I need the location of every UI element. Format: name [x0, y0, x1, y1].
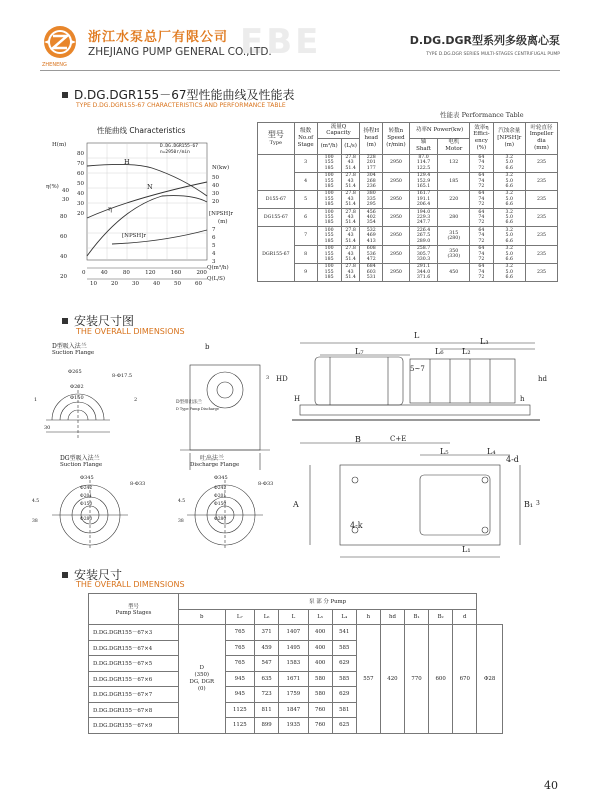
dg-s-d2: Φ201: [80, 494, 93, 499]
dim-col-header: L: [279, 609, 308, 625]
perf-cell: 220: [438, 190, 470, 208]
perf-cell: 27.8 43 51.4: [341, 227, 360, 245]
dim-cell: 670: [453, 625, 477, 734]
dg-d-t4: 38: [178, 519, 184, 524]
th-capacity: 流量Q Capacity: [317, 123, 360, 139]
dim-4-d: 4-d: [506, 455, 519, 464]
dim-cell: 635: [255, 671, 279, 687]
dimensions-table: [88, 593, 503, 734]
dim-H: H: [294, 395, 301, 403]
dim-col-header: d: [453, 609, 477, 625]
perf-row: [258, 263, 558, 281]
perf-cell: 27.8 43 51.4: [341, 172, 360, 190]
dim-col-header: L₆: [255, 609, 279, 625]
dim-cell: 1583: [279, 656, 308, 672]
perf-section-subtitle: TYPE D.DG.DGR155-67 CHARACTERISTICS AND PERFORMANCE TABLE: [76, 102, 286, 109]
dim-3: 3: [536, 500, 540, 507]
dims-table-subtitle: THE OVERALL DIMENSIONS: [76, 580, 185, 589]
curve-label-npsh: [NPSH]r: [122, 233, 146, 239]
dim-s1: 1: [34, 397, 38, 403]
perf-cell: 100 155 185: [317, 209, 341, 227]
dg-suction-title-cn: DG型吸入法兰: [60, 455, 100, 462]
qls-tick-labels: 10 20 30 40 50 60: [90, 281, 202, 287]
bullet-square-icon: [62, 572, 68, 578]
dim-s3: 3: [266, 375, 270, 381]
dim-cell: 371: [255, 625, 279, 641]
perf-cell: 3.2 5.0 6.6: [493, 154, 525, 172]
n-tick-labels: 50 40 30 20: [212, 175, 219, 205]
dg-s-t1: 4.5: [32, 499, 40, 504]
dg-d-d1: Φ242: [214, 486, 227, 491]
perf-cell: 100 155 185: [317, 245, 341, 263]
dim-cell: 760: [308, 718, 332, 734]
dimensions-table-body: [89, 625, 503, 734]
curve-label-eta: η: [108, 205, 112, 213]
perf-cell: 100 155 185: [317, 190, 341, 208]
dg-d-d4: Φ280: [214, 517, 227, 522]
dim-col-header: b: [179, 609, 226, 625]
dim-B: B: [355, 435, 361, 444]
h-tick-labels: 80 70 60 50 40 30 20: [77, 151, 84, 217]
dim-cell: 811: [255, 702, 279, 718]
perf-cell: 291.1 344.0 371.6: [409, 263, 437, 281]
perf-cell: 235: [525, 172, 557, 190]
dim-L7: L₇: [355, 347, 364, 356]
perf-cell: 185: [438, 172, 470, 190]
dim-L2: L₂: [462, 347, 471, 356]
dim-cell: D.DG.DGR155－67×8: [89, 702, 179, 718]
th-stages: 级数 No.of Stage: [294, 123, 317, 155]
logo-text: ZHENENG: [42, 62, 67, 68]
dim-HD: HD: [276, 375, 288, 383]
perf-cell: 100 155 185: [317, 263, 341, 281]
d-suction-pcd: Φ265: [68, 369, 82, 375]
dims-section-title: 安装尺寸图: [62, 312, 134, 329]
perf-cell: 27.8 43 51.4: [341, 154, 360, 172]
h-axis-label: H(m): [52, 142, 67, 148]
perf-cell: 380 335 295: [360, 190, 383, 208]
th-power: 功率N Power(kw): [409, 123, 469, 139]
th-shaft: 轴 Shaft: [409, 138, 437, 154]
perf-cell: 27.8 43 51.4: [341, 245, 360, 263]
dim-col-header: L₇: [225, 609, 254, 625]
perf-cell: 2950: [383, 190, 410, 208]
perf-cell: 27.8 43 51.4: [341, 190, 360, 208]
perf-cell: 194.0 229.3 247.7: [409, 209, 437, 227]
dg-s-pcd: Φ345: [80, 475, 94, 481]
dim-cell: D.DG.DGR155－67×5: [89, 656, 179, 672]
dg-d-pcd: Φ345: [214, 475, 228, 481]
perf-cell: 64 74 72: [470, 190, 493, 208]
dim-cell: 547: [255, 656, 279, 672]
npsh-tick-labels: 7 6 5 4 3: [212, 227, 216, 265]
dg-s-d3: Φ150: [80, 502, 93, 507]
dim-cell: 581: [332, 702, 356, 718]
perf-cell: 684 603 531: [360, 263, 383, 281]
dim-col-header: B₁: [405, 609, 429, 625]
npsh-axis-label: [NPSH]r: [209, 211, 233, 217]
dim-hd: hd: [538, 375, 547, 383]
eta-scale-labels: 80 60 40 20: [60, 214, 67, 280]
perf-cell: 450: [438, 263, 470, 281]
dim-cell: 541: [332, 625, 356, 641]
perf-cell: 100 155 185: [317, 154, 341, 172]
dim-cell: 459: [255, 640, 279, 656]
dim-cell: D.DG.DGR155－67×3: [89, 625, 179, 641]
dim-cell: 580: [308, 687, 332, 703]
company-name-en: ZHEJIANG PUMP GENERAL CO.,LTD.: [88, 46, 272, 58]
page-header: [40, 22, 560, 68]
perf-cell: 2950: [383, 154, 410, 172]
perf-cell: 3.2 5.0 6.6: [493, 172, 525, 190]
dim-cell: 765: [225, 656, 254, 672]
dim-cell: D.DG.DGR155－67×7: [89, 687, 179, 703]
dg-suction-title-en: Suction Flange: [60, 462, 103, 468]
dim-cell: D (350) DG, DGR (0): [179, 625, 226, 734]
watermark: EBE: [240, 22, 322, 62]
d-suction-id2: Φ150: [70, 395, 84, 401]
perf-row: [258, 227, 558, 245]
bullet-square-icon: [62, 92, 68, 98]
eta-axis-label: η(%): [46, 184, 59, 190]
perf-cell: 2950: [383, 263, 410, 281]
dim-s2: 2: [134, 397, 138, 403]
performance-table: [257, 122, 558, 282]
dim-col-header: L₄: [332, 609, 356, 625]
perf-cell: 532 469 413: [360, 227, 383, 245]
perf-row: [258, 245, 558, 263]
perf-cell: 350 (330): [438, 245, 470, 263]
d-discharge-cn: D型排出法兰: [176, 400, 203, 405]
dim-cell: 400: [308, 640, 332, 656]
series-title-en: TYPE D.DG.DGR SERIES MULTI-STAGES CENTRIFUGAL PUMP: [426, 52, 560, 57]
dim-cell: 1847: [279, 702, 308, 718]
perf-cell: 100 155 185: [317, 172, 341, 190]
perf-cell: 129.4 152.9 165.1: [409, 172, 437, 190]
th-impeller: 叶轮直径 Impeller dia (mm): [525, 123, 557, 155]
perf-cell: 2950: [383, 172, 410, 190]
dim-cell: 1671: [279, 671, 308, 687]
model-cell: DGR155-67: [258, 227, 295, 282]
d-suction-bolts: 8-Φ17.5: [112, 373, 133, 379]
dim-cell: 723: [255, 687, 279, 703]
dims-table-title: 安装尺寸: [62, 566, 122, 583]
th-cap-m3h: (m³/h): [317, 138, 341, 154]
dim-col-header: L₅: [308, 609, 332, 625]
d-suction-title-en: Suction Flange: [52, 350, 95, 356]
characteristic-curve: [46, 125, 247, 300]
perf-cell: 456 402 354: [360, 209, 383, 227]
dg-s-d4: Φ280: [80, 517, 93, 522]
dim-cell: 765: [225, 640, 254, 656]
dim-B1: B₁: [524, 500, 534, 509]
perf-cell: 64 74 72: [470, 209, 493, 227]
perf-cell: 235: [525, 245, 557, 263]
perf-cell: 64 74 72: [470, 227, 493, 245]
perf-cell: 64 74 72: [470, 172, 493, 190]
perf-cell: 235: [525, 190, 557, 208]
dim-L4: L₄: [487, 447, 496, 456]
perf-cell: 3.2 5.0 6.6: [493, 190, 525, 208]
perf-cell: 258.7 305.7 330.3: [409, 245, 437, 263]
curve-legend: D.DG.DGR155-67 n=2950r/min: [160, 144, 198, 155]
curve-title: 性能曲线 Characteristics: [97, 126, 186, 135]
perf-cell: 5: [294, 190, 317, 208]
dim-cell: Φ28: [477, 625, 503, 734]
dim-cell: 945: [225, 687, 254, 703]
q-tick-labels: 0 40 80 120 160 200: [82, 270, 207, 276]
company-name-cn: 浙江水泵总厂有限公司: [88, 30, 229, 45]
dim-cell: 580: [308, 671, 332, 687]
perf-cell: 64 74 72: [470, 154, 493, 172]
dim-L: L: [414, 331, 420, 340]
dim-cell: 585: [332, 671, 356, 687]
dim-col-header: h: [356, 609, 380, 625]
dim-L5: L₅: [440, 447, 449, 456]
perf-cell: 235: [525, 154, 557, 172]
perf-cell: 280: [438, 209, 470, 227]
dim-cell: D.DG.DGR155－67×6: [89, 671, 179, 687]
perf-cell: 132: [438, 154, 470, 172]
bullet-square-icon: [62, 318, 68, 324]
perf-row: [258, 209, 558, 227]
dim-cell: 1125: [225, 718, 254, 734]
dim-cell: D.DG.DGR155－67×4: [89, 640, 179, 656]
perf-cell: 9: [294, 263, 317, 281]
drawing-lines: [30, 335, 560, 565]
th-head: 扬程H head (m): [360, 123, 383, 155]
dim-A: A: [293, 500, 299, 509]
dim-L3: L₃: [480, 337, 489, 346]
perf-row: [258, 172, 558, 190]
perf-cell: 27.8 43 51.4: [341, 263, 360, 281]
dim-4-k: 4-k: [350, 521, 363, 530]
d-discharge-en: D Type Pump Discharge: [176, 407, 219, 411]
dg-s-bolts: 8-Φ33: [130, 481, 146, 487]
perf-section-title: D.DG.DGR155－67型性能曲线及性能表: [62, 86, 294, 103]
dim-cell: 760: [308, 702, 332, 718]
th-pump-stages: 型号 Pump Stages: [89, 594, 179, 625]
dim-cell: 945: [225, 671, 254, 687]
perf-cell: 3.2 5.0 6.6: [493, 227, 525, 245]
perf-cell: 235: [525, 263, 557, 281]
dims-section-subtitle: THE OVERALL DIMENSIONS: [76, 327, 185, 336]
d-suction-title-cn: D型吸入法兰: [52, 343, 87, 350]
model-cell: [258, 154, 295, 190]
perf-cell: 226.4 267.5 289.0: [409, 227, 437, 245]
dim-30: 30: [44, 425, 51, 431]
dg-s-d1: Φ242: [80, 486, 93, 491]
dim-cell: 1407: [279, 625, 308, 641]
th-speed: 转数n Speed (r/min): [383, 123, 410, 155]
dim-cell: 765: [225, 625, 254, 641]
perf-cell: 2950: [383, 245, 410, 263]
dim-cell: 629: [332, 656, 356, 672]
dg-discharge-title-cn: 吐出法兰: [200, 455, 225, 462]
dim-col-header: hd: [380, 609, 404, 625]
th-model: 型号 Type: [258, 123, 295, 155]
dim-cell: D.DG.DGR155－67×9: [89, 718, 179, 734]
perf-cell: 315 (280): [438, 227, 470, 245]
page-number: 40: [544, 779, 558, 792]
dg-d-d3: Φ150: [214, 502, 227, 507]
perf-cell: 100 155 185: [317, 227, 341, 245]
dim-col-header: B₂: [429, 609, 453, 625]
dg-s-t2: 38: [32, 519, 38, 524]
dim-5-7: 5~7: [410, 365, 425, 373]
dim-cell: 1495: [279, 640, 308, 656]
perf-cell: 3.2 5.0 6.6: [493, 263, 525, 281]
perf-cell: 3.2 5.0 6.6: [493, 245, 525, 263]
dim-CE: C+E: [390, 435, 407, 443]
performance-table-body: [258, 154, 558, 282]
dg-d-t3: 4.5: [178, 499, 186, 504]
perf-cell: 8: [294, 245, 317, 263]
th-npsh: 汽蚀余量 [NPSH]r (m): [493, 123, 525, 155]
dim-cell: 625: [332, 718, 356, 734]
perf-cell: 235: [525, 227, 557, 245]
dim-cell: 400: [308, 625, 332, 641]
model-cell: DG155-67: [258, 209, 295, 227]
n-axis-label: N(kw): [212, 165, 230, 171]
qls-unit-label: Q(L/S): [207, 276, 226, 282]
dg-d-d2: Φ201: [214, 494, 227, 499]
perf-row: [258, 190, 558, 208]
perf-cell: 304 268 236: [360, 172, 383, 190]
dim-cell: 899: [255, 718, 279, 734]
dim-cell: 420: [380, 625, 404, 734]
performance-table-label: 性能表 Performance Table: [440, 111, 524, 119]
dim-cell: 1125: [225, 702, 254, 718]
dim-cell: 1935: [279, 718, 308, 734]
dim-cell: 629: [332, 687, 356, 703]
perf-cell: 64 74 72: [470, 245, 493, 263]
series-title-cn: D.DG.DGR型系列多级离心泵: [409, 34, 560, 47]
dim-cell: 585: [332, 640, 356, 656]
dim-h: h: [520, 395, 525, 403]
th-pump-group: 泵 部 分 Pump: [179, 594, 477, 610]
th-cap-ls: (L/s): [341, 138, 360, 154]
perf-cell: 87.0 114.7 122.5: [409, 154, 437, 172]
perf-cell: 7: [294, 227, 317, 245]
th-eff: 效率η Effici- ency (%): [470, 123, 493, 155]
perf-cell: 3.2 5.0 6.6: [493, 209, 525, 227]
dim-cell: 557: [356, 625, 380, 734]
dim-L1: L₁: [462, 545, 471, 554]
perf-cell: 2950: [383, 227, 410, 245]
header-divider: [40, 70, 560, 71]
curve-label-n: N: [147, 183, 153, 191]
perf-cell: 27.8 43 51.4: [341, 209, 360, 227]
model-cell: D155-67: [258, 190, 295, 208]
dim-b: b: [205, 343, 210, 351]
dim-cell: 1759: [279, 687, 308, 703]
perf-cell: 608 536 472: [360, 245, 383, 263]
dg-discharge-title-en: Discharge Flange: [190, 462, 240, 468]
dim-cell: 770: [405, 625, 429, 734]
dim-cell: 600: [429, 625, 453, 734]
company-logo-icon: [40, 24, 80, 64]
d-suction-id1: Φ202: [70, 384, 84, 390]
perf-cell: 64 74 72: [470, 263, 493, 281]
th-motor: 电机 Motor: [438, 138, 470, 154]
dim-row: [89, 625, 503, 641]
curve-label-h: H: [124, 158, 130, 166]
npsh-axis-unit: (m): [218, 219, 228, 225]
perf-cell: 2950: [383, 209, 410, 227]
perf-cell: 161.7 191.1 206.4: [409, 190, 437, 208]
dim-L6: L₆: [435, 347, 444, 356]
dg-d-bolts: 8-Φ33: [258, 481, 274, 487]
eta-tick-labels: 40 30: [62, 188, 69, 203]
perf-cell: 4: [294, 172, 317, 190]
perf-cell: 3: [294, 154, 317, 172]
perf-row: [258, 154, 558, 172]
perf-cell: 6: [294, 209, 317, 227]
dim-cell: 400: [308, 656, 332, 672]
perf-cell: 235: [525, 209, 557, 227]
q-unit-label: Q(m³/h): [207, 265, 229, 271]
perf-cell: 228 201 177: [360, 154, 383, 172]
